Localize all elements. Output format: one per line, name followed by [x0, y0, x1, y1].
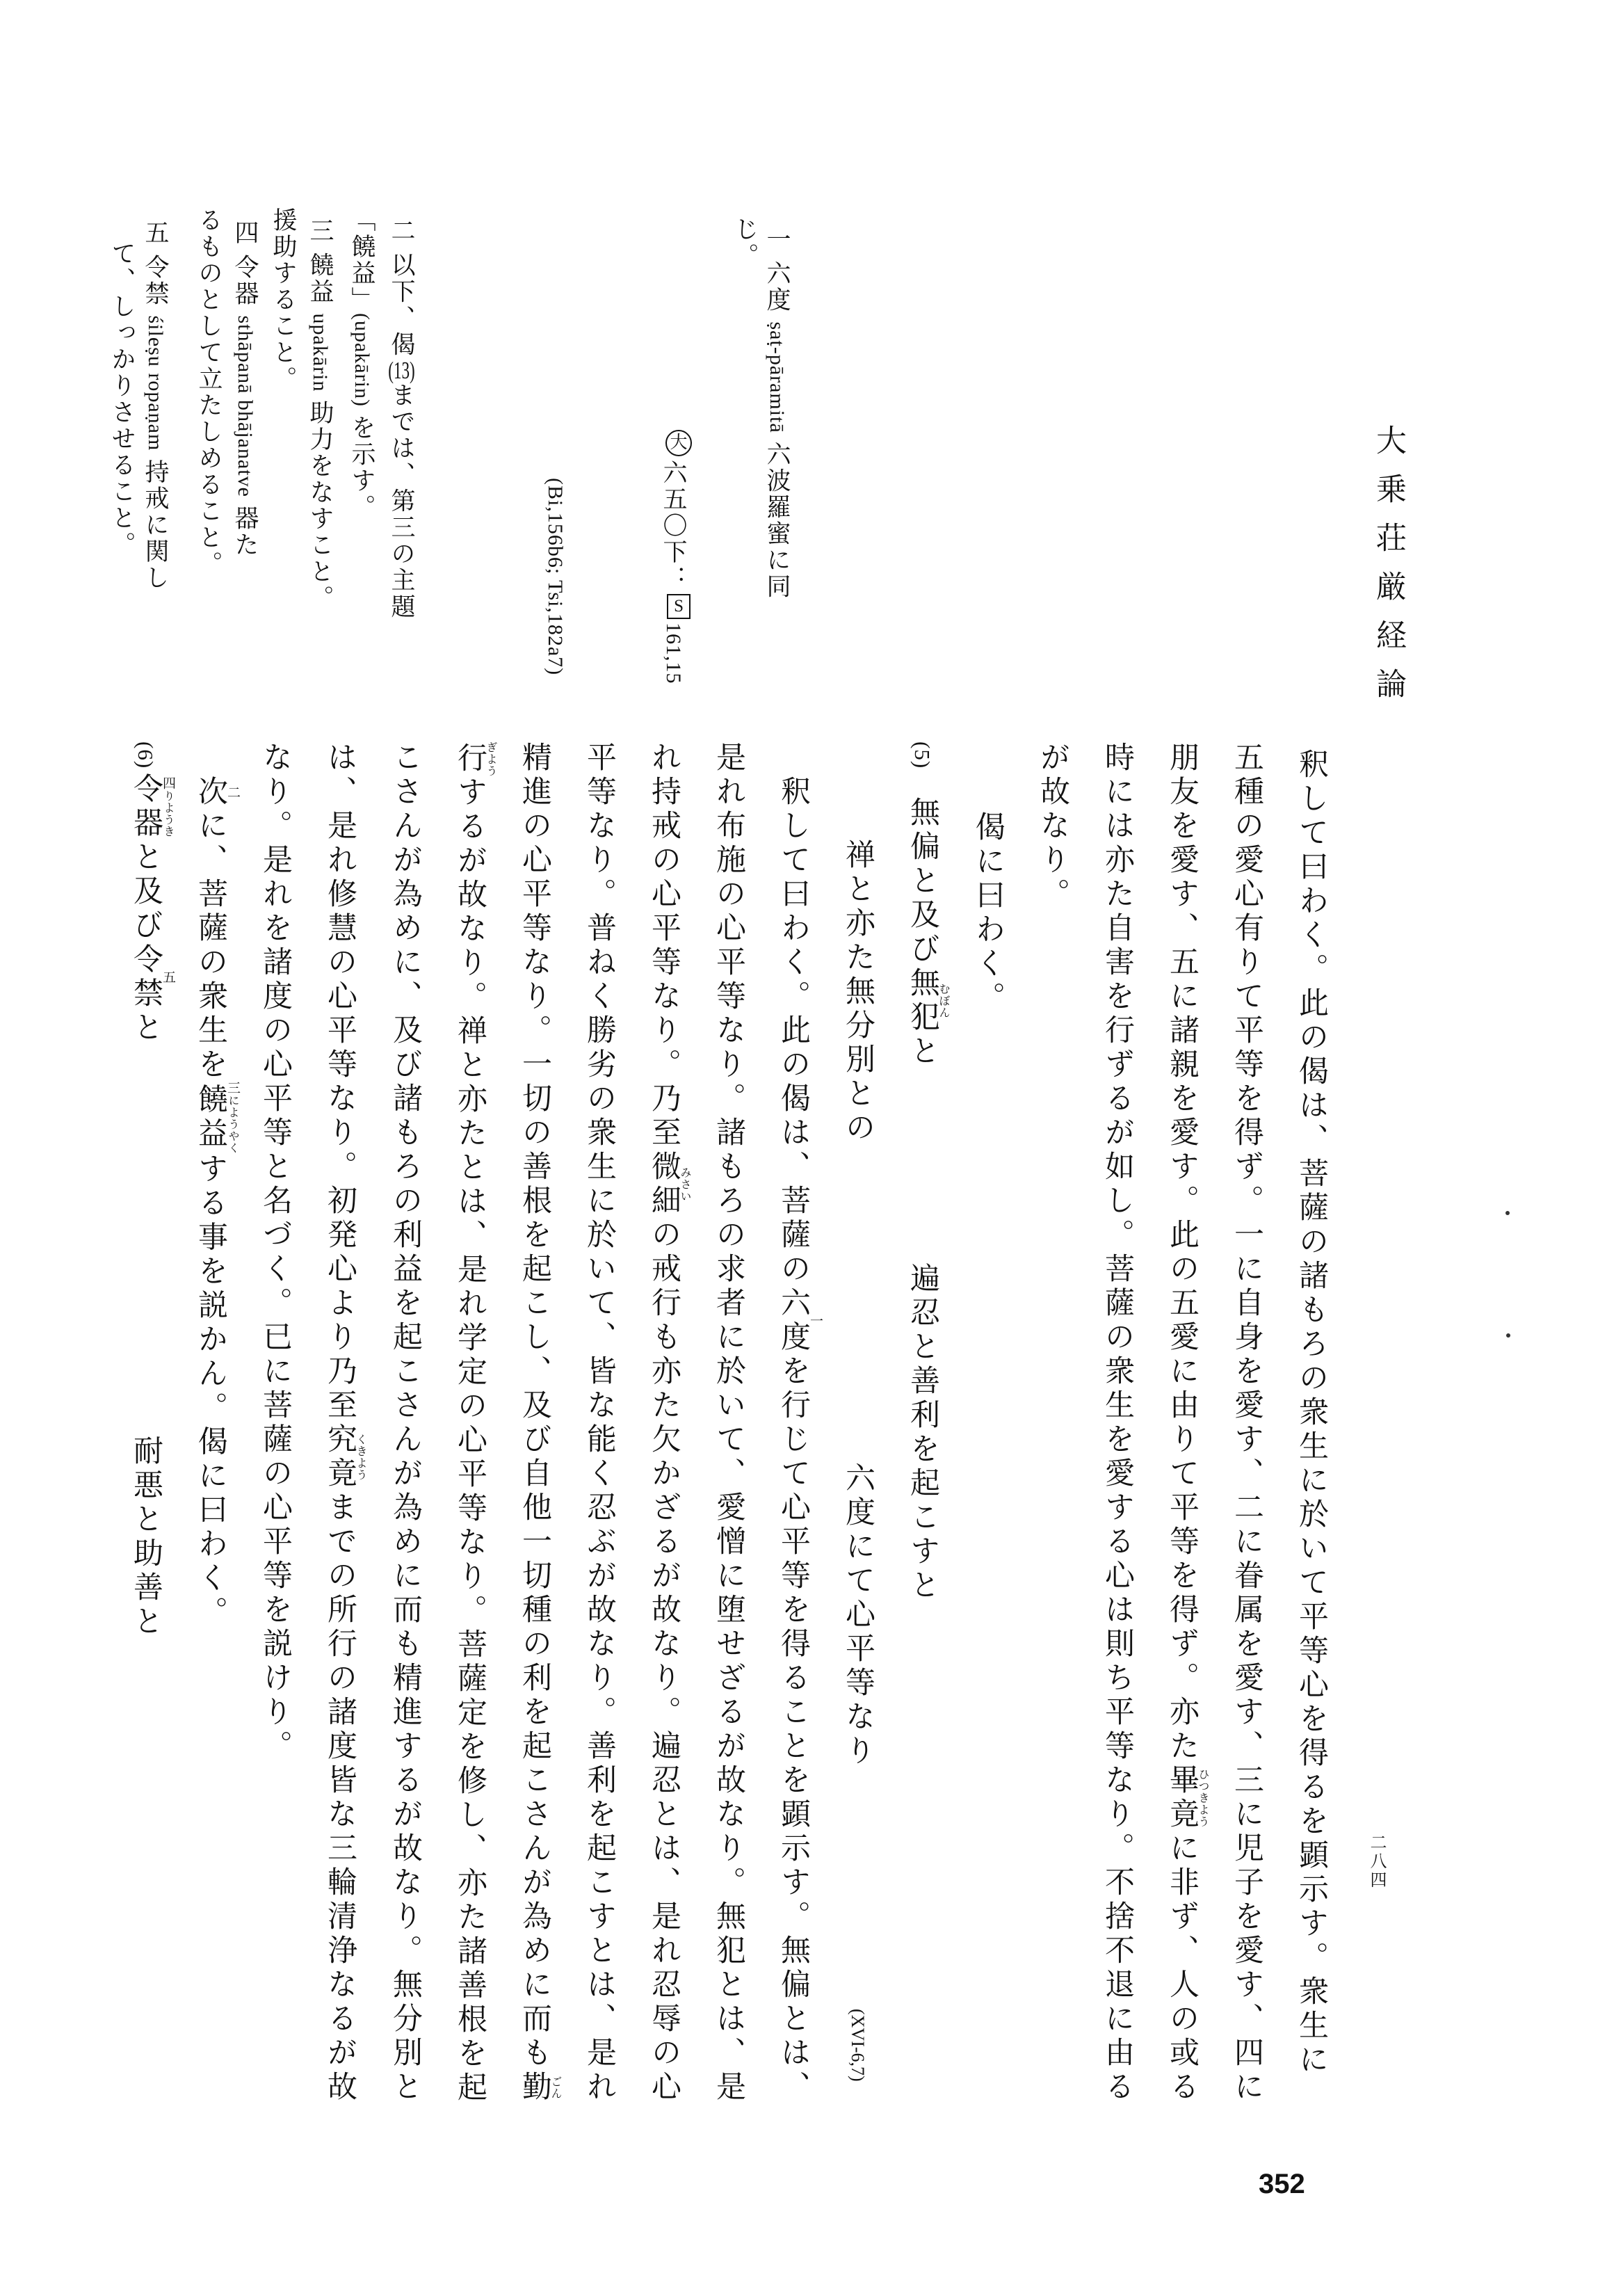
ruby-base: 勤 — [518, 2071, 551, 2105]
footnote-column — [108, 241, 136, 558]
ruby-base: 行 — [453, 741, 486, 777]
text-column — [323, 741, 366, 2105]
page-number: 352 — [1259, 2169, 1305, 2199]
text-column — [1165, 741, 1209, 2105]
ruby-base: 究竟 — [323, 1423, 356, 1491]
text-run: 持戒に関し — [142, 451, 169, 592]
text-run: までは、第三の主題 — [388, 382, 415, 620]
furigana-term — [906, 967, 949, 1036]
footnote-column — [231, 220, 259, 559]
text-column — [647, 741, 691, 2105]
text-run: を示す。 — [348, 406, 376, 521]
ruby-base: 微細 — [647, 1150, 680, 1219]
text-column — [258, 741, 292, 1764]
furigana-term — [647, 1150, 691, 1219]
footnote-marker: 三にようやく — [225, 1081, 240, 1155]
text-run: 「饒益」 — [348, 207, 376, 313]
furigana: ぎよう — [485, 741, 496, 777]
text-column — [1229, 741, 1263, 2105]
text-run: 遍忍と善利を起こすと — [906, 1262, 939, 1604]
text-run: するが故なり。禅と亦たとは、是れ学定の心平等なり。菩薩定を修し、亦た諸善根を起 — [453, 776, 486, 2105]
footnote-marker-numeral: 五 — [161, 943, 175, 1012]
tatechuyoko-number: (13) — [388, 358, 415, 383]
text-run: 一 六度 — [764, 226, 791, 322]
text-run: 三 饒益 — [307, 218, 334, 314]
text-run: 六波羅蜜に同 — [764, 433, 791, 600]
text-run: 釈して曰わく。此の偈は、菩薩の — [777, 776, 809, 1287]
furigana-term — [194, 1081, 240, 1155]
ink-speck — [1505, 1211, 1510, 1215]
circled-taisho-icon: 大 — [665, 430, 692, 456]
text-column — [582, 741, 616, 2105]
text-run: 精進の心平等なり。一切の善根を起こし、及び自他一切種の利を起こさんが為めに而も — [518, 741, 551, 2071]
verse-citation: (XVI-6,7) — [848, 2009, 868, 2082]
ruby-base: 饒益 — [194, 1081, 227, 1155]
text-run: じ。 — [732, 216, 759, 269]
footnote-column — [269, 207, 297, 392]
latin-run: (6) — [134, 741, 158, 769]
footnote-marker-numeral: 一 — [808, 1287, 823, 1355]
text-column — [1035, 741, 1069, 912]
footnote-column — [306, 218, 334, 611]
text-run: する事を説かん。偈に曰わく。 — [194, 1153, 227, 1630]
latin-run: upakārin — [309, 313, 332, 392]
text-run: 無偏と及び — [906, 796, 939, 968]
footnote-column — [195, 207, 223, 577]
furigana: ごん — [549, 2071, 561, 2105]
text-run: 釈して曰わく。此の偈は、菩薩の諸もろの衆生に於いて平等心を得るを顕示す。衆生に — [1295, 748, 1327, 2078]
text-run: 朋友を愛す、五に諸親を愛す。此の五愛に由りて平等を得ず。亦た — [1165, 741, 1198, 1764]
furigana-term — [1165, 1764, 1209, 1832]
latin-run: (upakārin) — [350, 313, 373, 407]
footnote-marker — [162, 943, 174, 1011]
footnote-column — [731, 216, 759, 269]
footnote-marked-term — [777, 1287, 823, 1355]
ruby-base: 令器 — [129, 773, 162, 842]
text-column — [1100, 741, 1134, 2105]
text-run: と及び — [129, 841, 162, 944]
ruby-base: 六度 — [777, 1287, 809, 1355]
text-run: 時には亦た自害を行ずるが如し。菩薩の衆生を愛する心は則ち平等なり。不捨不退に由る — [1101, 741, 1133, 2105]
text-run: を行じて心平等を得ることを顕示す。無偏とは、 — [777, 1355, 809, 2105]
page-title: 大乗荘厳経論 — [1371, 424, 1405, 716]
furigana: むぼん — [937, 967, 949, 1036]
text-run: こさんが為めに、及び諸もろの利益を起こさんが為めに而も精進するが故なり。無分別と — [389, 741, 421, 2105]
text-run: までの所行の諸度皆な三輪清浄なるが故 — [323, 1491, 356, 2105]
latin-run: (5) — [910, 741, 935, 769]
text-column — [1294, 748, 1328, 2078]
text-run: 偈に曰わく。 — [971, 811, 1004, 1015]
ruby-base: 畢竟 — [1165, 1764, 1198, 1832]
text-run: の戒行も亦た欠かざるが故なり。遍忍とは、是れ忍辱の心 — [647, 1219, 680, 2105]
footnote-marked-term — [194, 776, 240, 810]
text-column — [453, 741, 496, 2105]
furigana-term — [129, 773, 175, 842]
text-run: 四 令器 — [232, 220, 259, 316]
text-run: 二 以下、偈 — [388, 218, 415, 358]
footnote-marker — [227, 776, 239, 810]
footnote-column — [348, 207, 376, 521]
text-run: 是れ布施の心平等なり。諸もろの求者に於いて、愛憎に堕せざるが故なり。無犯とは、是 — [712, 741, 745, 2105]
latin-run: ṣaṭ-pāramitā — [766, 321, 789, 433]
footnote-marker: 四りようき — [161, 773, 175, 842]
furigana: みさい — [679, 1150, 691, 1219]
text-column — [841, 839, 875, 2082]
ink-speck — [1506, 1333, 1510, 1338]
text-run: 六五〇下： — [660, 460, 687, 592]
text-column — [711, 741, 745, 2105]
boxed-s-icon: S — [667, 594, 691, 619]
text-run: 六度にて心平等なり — [841, 1462, 874, 1769]
text-run: れ持戒の心平等なり。乃至 — [647, 741, 680, 1150]
latin-run: śileṣu ropaṇam — [144, 315, 167, 451]
text-run: て、しっかりさせること。 — [108, 241, 136, 558]
text-column — [517, 741, 561, 2105]
footnote-column — [141, 220, 169, 591]
footnote-marker-numeral: 四 — [161, 773, 175, 791]
text-column — [905, 741, 949, 1603]
text-run: が故なり。 — [1036, 741, 1069, 912]
text-run: と — [906, 1035, 939, 1070]
text-run: 平等なり。普ねく勝劣の衆生に於いて、皆な能く忍ぶが故なり。善利を起こすとは、是れ — [583, 741, 615, 2105]
text-column — [776, 776, 823, 2105]
text-run: と — [129, 1011, 162, 1046]
footnote-column — [763, 226, 791, 600]
furigana: くきよう — [355, 1423, 366, 1491]
folio-number: 二八四 — [1367, 1833, 1385, 1890]
ruby-base: 令禁 — [129, 943, 162, 1012]
furigana-term — [323, 1423, 366, 1491]
text-run: 耐悪と助善と — [129, 1435, 162, 1640]
latin-run: 161,15 — [662, 623, 685, 684]
furigana-term — [453, 741, 496, 777]
text-run: るものとして立たしめること。 — [195, 207, 223, 577]
latin-run: (Bi,156b6; Tsi,182a7) — [544, 478, 567, 676]
footnote-column — [541, 478, 569, 675]
text-column — [388, 741, 422, 2105]
footnote-column — [659, 428, 692, 684]
text-run: 五種の愛心有りて平等を得ず。一に自身を愛す、二に眷属を愛す、三に児子を愛す、四に — [1230, 741, 1263, 2105]
furigana: ひつきよう — [1197, 1764, 1209, 1832]
text-run: 禅と亦た無分別との — [841, 839, 874, 1146]
text-run: に非ず、人の或る — [1165, 1832, 1198, 2105]
text-column — [971, 811, 1005, 1015]
text-run: なり。是れを諸度の心平等と名づく。已に菩薩の心平等を説けり。 — [259, 741, 291, 1764]
text-column — [129, 741, 175, 1639]
text-run: 器た — [232, 497, 259, 559]
footnote-column — [387, 218, 415, 620]
footnote-marker-numeral: 二 — [225, 776, 240, 810]
ruby-base: 次 — [194, 776, 227, 810]
footnote-marker-numeral: 三 — [225, 1081, 240, 1095]
footnote-marker — [809, 1287, 821, 1355]
text-run: 援助すること。 — [270, 207, 297, 392]
latin-run: sthāpanā bhājanatve — [234, 315, 257, 497]
text-run: に、菩薩の衆生を — [194, 810, 227, 1082]
ruby-base: 無犯 — [906, 967, 939, 1036]
text-run: は、是れ修慧の心平等なり。初発心より乃至 — [323, 741, 356, 1423]
footnote-marked-term — [129, 943, 175, 1012]
text-run: 五 令禁 — [142, 220, 169, 316]
text-column — [193, 776, 240, 1630]
text-run: 助力をなすこと。 — [307, 392, 334, 612]
furigana-term — [518, 2071, 561, 2105]
